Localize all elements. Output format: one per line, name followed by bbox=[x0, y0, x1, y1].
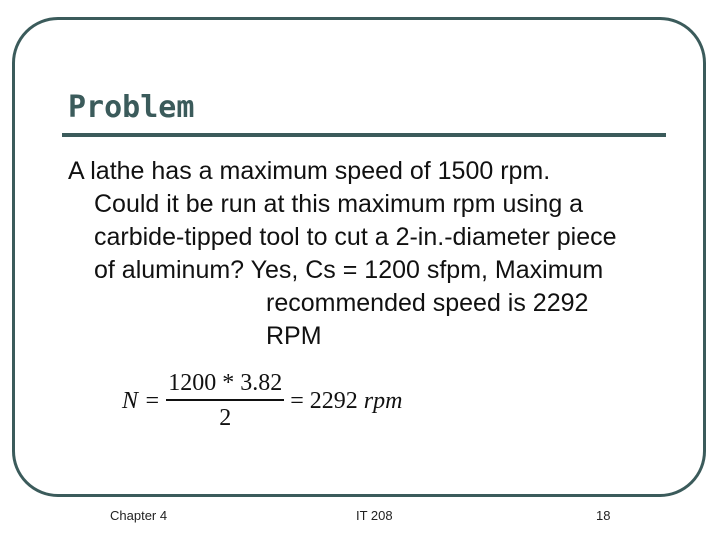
formula-numerator: 1200 * 3.82 bbox=[168, 370, 283, 397]
formula-denominator: 2 bbox=[219, 404, 232, 431]
formula-fraction bbox=[166, 370, 284, 432]
title-divider bbox=[62, 133, 666, 137]
problem-line: A lathe has a maximum speed of 1500 rpm. bbox=[68, 157, 551, 185]
problem-line: Could it be run at this maximum rpm using a bbox=[94, 190, 584, 218]
slide-title: Problem bbox=[68, 90, 195, 125]
problem-text bbox=[68, 155, 668, 353]
rpm-formula bbox=[122, 366, 402, 436]
formula-lhs: N = bbox=[122, 387, 161, 414]
problem-line: carbide-tipped tool to cut a 2-in.-diameter piece bbox=[94, 223, 617, 251]
problem-line: of aluminum? Yes, Cs = 1200 sfpm, Maximum bbox=[94, 256, 604, 284]
formula-rhs: = 2292 bbox=[290, 387, 358, 414]
footer-chapter: Chapter 4 bbox=[110, 508, 168, 523]
problem-line: RPM bbox=[266, 322, 322, 350]
footer-course: IT 208 bbox=[356, 508, 393, 523]
problem-line: recommended speed is 2292 bbox=[266, 289, 589, 317]
formula-unit: rpm bbox=[363, 387, 403, 414]
footer-page-number: 18 bbox=[596, 508, 611, 523]
